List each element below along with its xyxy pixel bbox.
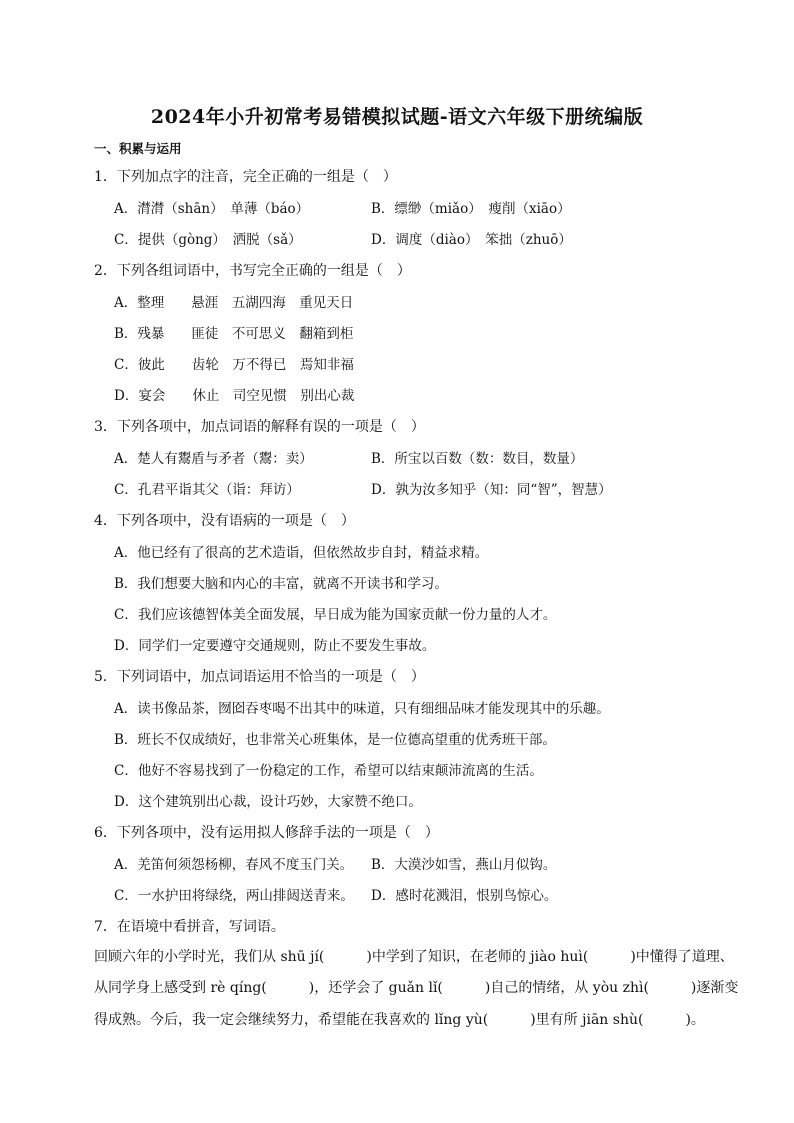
question-3-stem: 3．下列各项中，加点词语的解释有误的一项是（ ） — [94, 419, 425, 435]
question-2-option-b: B．残暴 匪徒 不可思义 翻箱到柜 — [114, 326, 354, 342]
question-2-option-a: A．整理 悬涯 五湖四海 重见天日 — [114, 295, 354, 311]
question-1-option-d: D．调度（diào） 笨拙（zhuō） — [371, 232, 572, 248]
question-1-option-c: C．提供（gòng） 洒脱（sǎ） — [114, 232, 302, 248]
question-3-option-d: D．孰为汝多知乎（知：同“智”，智慧） — [371, 482, 612, 498]
question-6-option-c: C．一水护田将绿绕，两山排闼送青来。 — [114, 888, 354, 904]
question-5-option-b: B．班长不仅成绩好，也非常关心班集体，是一位德高望重的优秀班干部。 — [114, 732, 556, 748]
question-2-option-c: C．彼此 齿轮 万不得已 焉知非福 — [114, 357, 354, 373]
question-2-stem: 2．下列各组词语中，书写完全正确的一组是（ ） — [94, 263, 411, 279]
question-1-stem: 1．下列加点字的注音，完全正确的一组是（ ） — [94, 169, 397, 185]
question-7-paragraph-line: 从同学身上感受到 rè qíng( )，还学会了 guǎn lǐ( )自己的情绪，从 yòu zhì( )逐渐变 — [94, 980, 739, 996]
question-4-option-a: A．他已经有了很高的艺术造诣，但依然故步自封，精益求精。 — [114, 545, 489, 561]
question-1-option-a: A．潸潸（shān） 单薄（báo） — [114, 201, 310, 217]
question-6-option-b: B．大漠沙如雪，燕山月似钩。 — [371, 857, 557, 873]
question-3-option-b: B．所宝以百数（数：数目，数量） — [371, 451, 584, 467]
question-3-option-c: C．孔君平诣其父（诣：拜访） — [114, 482, 300, 498]
question-5-option-c: C．他好不容易找到了一份稳定的工作，希望可以结束颠沛流离的生活。 — [114, 763, 543, 779]
question-2-option-d: D．宴会 休止 司空见惯 别出心裁 — [114, 388, 355, 404]
question-3-option-a: A．楚人有鬻盾与矛者（鬻：卖） — [114, 451, 313, 467]
question-1-option-b: B．缥缈（miǎo） 瘦削（xiāo） — [371, 201, 571, 217]
question-5-stem: 5．下列词语中，加点词语运用不恰当的一项是（ ） — [94, 669, 425, 685]
question-6-stem: 6．下列各项中，没有运用拟人修辞手法的一项是（ ） — [94, 825, 439, 841]
question-7-stem: 7．在语境中看拼音，写词语。 — [94, 919, 285, 935]
section-heading: 一、积累与运用 — [94, 141, 182, 156]
question-7-paragraph-line: 回顾六年的小学时光，我们从 shū jí( )中学到了知识，在老师的 jiào huì( )中懂得了道理、 — [94, 949, 734, 965]
page-title: 2024年小升初常考易错模拟试题-语文六年级下册统编版 — [150, 106, 644, 128]
question-4-stem: 4．下列各项中，没有语病的一项是（ ） — [94, 513, 355, 529]
question-4-option-d: D．同学们一定要遵守交通规则，防止不要发生事故。 — [114, 638, 436, 654]
question-5-option-a: A．读书像品茶，囫囵吞枣喝不出其中的味道，只有细细品味才能发现其中的乐趣。 — [114, 701, 610, 717]
question-7-paragraph-line: 得成熟。今后，我一定会继续努力，希望能在我喜欢的 lǐng yù( )里有所 jiān shù( )。 — [94, 1012, 705, 1028]
question-6-option-d: D．感时花溅泪，恨别鸟惊心。 — [371, 888, 558, 904]
question-6-option-a: A．羌笛何须怨杨柳，春风不度玉门关。 — [114, 857, 354, 873]
question-4-option-b: B．我们想要大脑和内心的丰富，就离不开读书和学习。 — [114, 576, 448, 592]
question-4-option-c: C．我们应该德智体美全面发展，早日成为能为国家贡献一份力量的人才。 — [114, 607, 557, 623]
question-5-option-d: D．这个建筑别出心裁，设计巧妙，大家赞不绝口。 — [114, 794, 422, 810]
